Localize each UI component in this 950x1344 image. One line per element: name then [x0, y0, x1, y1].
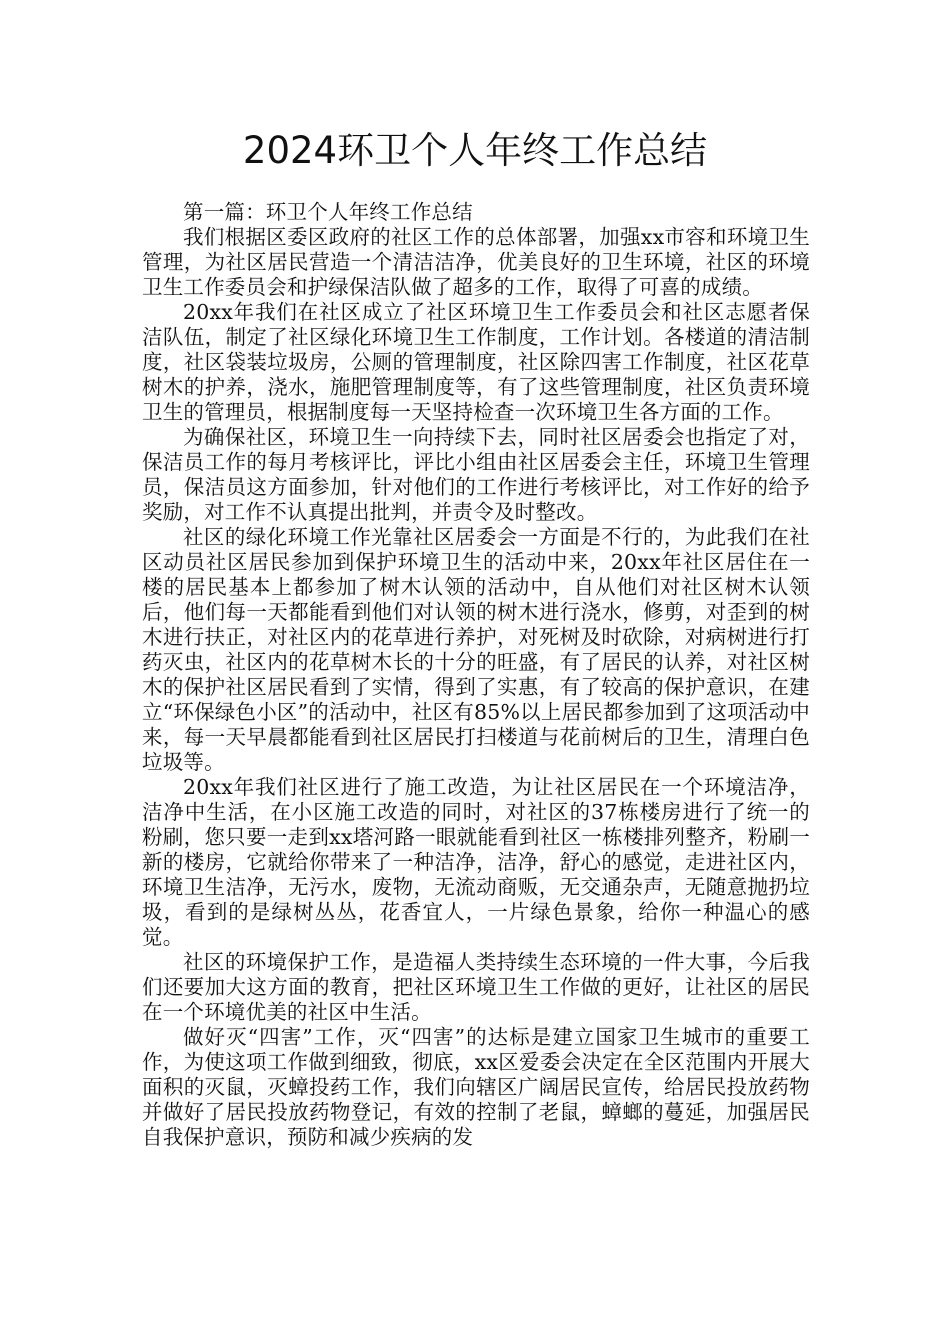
paragraph: 做好灭“四害”工作，灭“四害”的达标是建立国家卫生城市的重要工作，为使这项工作做到细致，彻底，xx区爱委会决定在全区范围内开展大面积的灭鼠，灭蟑投药工作，我们向辖区广阔居民宣传，给居民投放药物并做好了居民投放药物登记，有效的控制了老鼠，蟑螂的蔓延，加强居民自我保护意识，预防和减少疾病的发 [142, 1025, 810, 1149]
paragraph: 为确保社区，环境卫生一向持续下去，同时社区居委会也指定了对，保洁员工作的每月考核评比，评比小组由社区居委会主任，环境卫生管理员，保洁员这方面参加，针对他们的工作进行考核评比，对工作好的给予奖励，对工作不认真提出批判，并责令及时整改。 [142, 425, 810, 524]
paragraph: 社区的绿化环境工作光靠社区居委会一方面是不行的，为此我们在社区动员社区居民参加到保护环境卫生的活动中来，20xx年社区居住在一楼的居民基本上都参加了树木认领的活动中，自从他们对社区树木认领后，他们每一天都能看到他们对认领的树木进行浇水，修剪，对歪到的树木进行扶正，对社区内的花草进行养护，对死树及时砍除，对病树进行打药灭虫，社区内的花草树木长的十分的旺盛，有了居民的认养，对社区树木的保护社区居民看到了实情，得到了实惠，有了较高的保护意识，在建立“环保绿色小区”的活动中，社区有85%以上居民都参加到了这项活动中来，每一天早晨都能看到社区居民打扫楼道与花前树后的卫生，清理白色垃圾等。 [142, 525, 810, 774]
paragraph: 20xx年我们在社区成立了社区环境卫生工作委员会和社区志愿者保洁队伍，制定了社区绿化环境卫生工作制度，工作计划。各楼道的清洁制度，社区袋装垃圾房，公厕的管理制度，社区除四害工作制度，社区花草树木的护养，浇水，施肥管理制度等，有了这些管理制度，社区负责环境卫生的管理员，根据制度每一天坚持检查一次环境卫生各方面的工作。 [142, 300, 810, 424]
paragraph: 我们根据区委区政府的社区工作的总体部署，加强xx市容和环境卫生管理，为社区居民营造一个清洁洁净，优美良好的卫生环境，社区的环境卫生工作委员会和护绿保洁队做了超多的工作，取得了可喜的成绩。 [142, 225, 810, 299]
document-title: 2024环卫个人年终工作总结 [242, 129, 708, 172]
document-body [142, 200, 810, 1150]
paragraph: 20xx年我们社区进行了施工改造，为让社区居民在一个环境洁净，洁净中生活，在小区施工改造的同时，对社区的37栋楼房进行了统一的粉刷，您只要一走到xx塔河路一眼就能看到社区一栋楼排列整齐，粉刷一新的楼房，它就给你带来了一种洁净，洁净，舒心的感觉，走进社区内，环境卫生洁净，无污水，废物，无流动商贩，无交通杂声，无随意抛扔垃圾，看到的是绿树丛丛，花香宜人，一片绿色景象，给你一种温心的感觉。 [142, 775, 810, 949]
paragraph: 社区的环境保护工作，是造福人类持续生态环境的一件大事，今后我们还要加大这方面的教育，把社区环境卫生工作做的更好，让社区的居民在一个环境优美的社区中生活。 [142, 950, 810, 1024]
section-heading: 第一篇：环卫个人年终工作总结 [183, 200, 473, 224]
